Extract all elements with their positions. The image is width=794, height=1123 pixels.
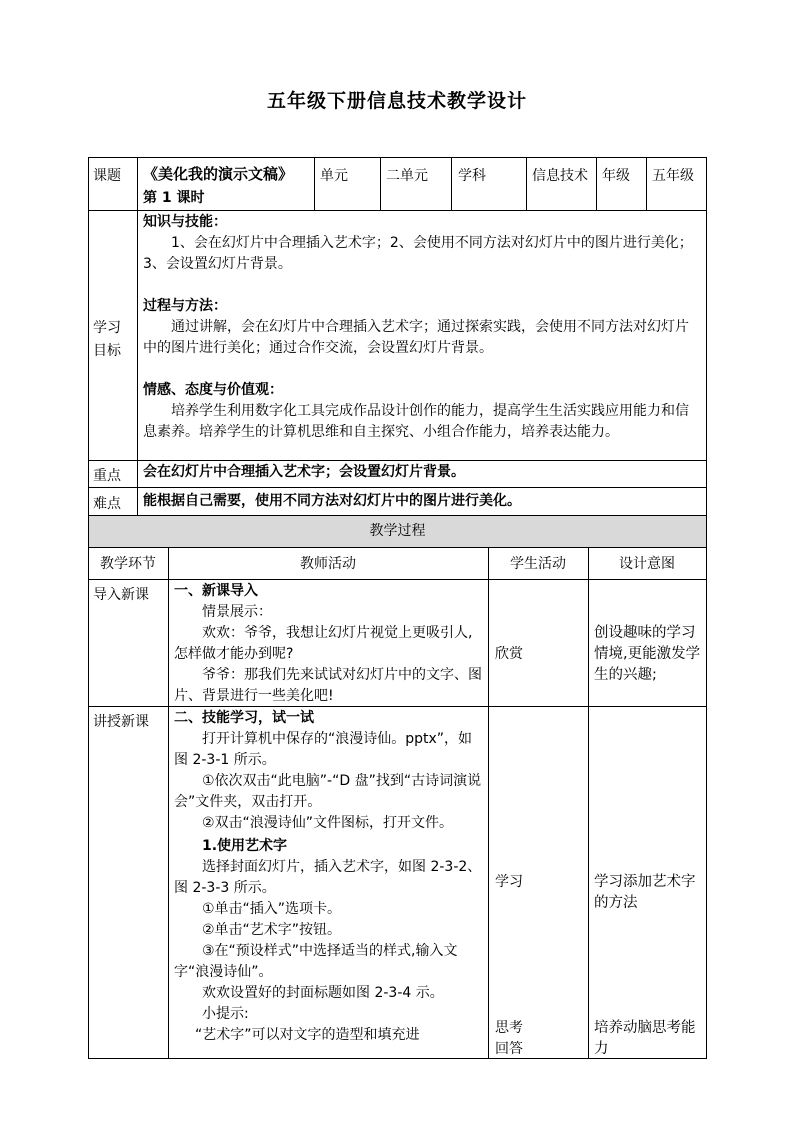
difficulty-label: 难点: [93, 496, 121, 512]
page-title: 五年级下册信息技术教学设计: [266, 90, 527, 112]
process-banner-title: 教学过程: [369, 523, 426, 539]
emotion-heading: 情感、态度与价值观：: [143, 382, 283, 398]
col-intent: 设计意图: [619, 556, 675, 572]
key-point-label: 重点: [93, 468, 121, 484]
subject-label: 学科: [458, 168, 486, 184]
row2-student-2: 思考 回答: [495, 1020, 523, 1057]
col-stage: 教学环节: [100, 556, 156, 572]
objectives-label: 学习 目标: [93, 320, 121, 359]
ketii-label: 课题: [93, 168, 121, 184]
unit-value: 二单元: [386, 168, 428, 184]
row1-teacher: 一、新课导入 情景展示： 欢欢：爷爷，我想让幻灯片视觉上更吸引人,怎样做才能办到呢? 爷爷：那我们先来试试对幻灯片中的文字、图片、背景进行一些美化吧!: [174, 583, 482, 704]
emotion-text: 培养学生利用数字化工具完成作品设计创作的能力，提高学生生活实践应用能力和信息素养。培养学生的计算机思维和自主探究、小组合作能力，培养表达能力。: [143, 403, 689, 440]
lesson-topic: 《美化我的演示文稿》: [143, 165, 294, 183]
grade-label: 年级: [602, 168, 630, 184]
row2-teacher: 二、技能学习，试一试 打开计算机中保存的“浪漫诗仙。pptx”，如图 2-3-1 所示。 ①依次双击“此电脑”-“D 盘”找到“古诗词演说会”文件夹，双击打开。 ②双击“浪漫诗仙”文件图标，打开文件。 1.使用艺术字 选择封面幻灯片，插入艺术字，如图 2-3-2、图 2-3-3 所示。 ①单击“插入”选项卡。 ②单击“艺术字”按钮。 ③在“预设样式”中选择适当的样式,输入文字“浪漫诗仙”。 欢欢设置好的封面标题如图 2-3-4 示。 小提示: “艺术字”可以对文字的造型和填充进: [174, 710, 482, 1043]
key-point-text: 会在幻灯片中合理插入艺术字；会设置幻灯片背景。: [143, 464, 465, 480]
row2-intent-2: 培养动脑思考能力: [594, 1020, 696, 1057]
objectives-content: [143, 212, 701, 443]
grade-value: 五年级: [652, 168, 694, 184]
knowledge-text: 1、会在幻灯片中合理插入艺术字；2、会使用不同方法对幻灯片中的图片进行美化；3、会设置幻灯片背景。: [143, 235, 693, 272]
col-student: 学生活动: [510, 556, 566, 572]
unit-label: 单元: [320, 168, 348, 184]
process-heading: 过程与方法：: [143, 298, 227, 314]
col-teacher: 教师活动: [300, 556, 356, 572]
row1-student: 欣赏: [495, 646, 523, 662]
row2-stage: 讲授新课: [93, 714, 149, 730]
knowledge-heading: 知识与技能：: [143, 214, 227, 230]
subject-value: 信息技术: [532, 168, 588, 184]
lesson-period: 第 1 课时: [143, 190, 205, 206]
process-text: 通过讲解，会在幻灯片中合理插入艺术字；通过探索实践，会使用不同方法对幻灯片中的图片进行美化；通过合作交流，会设置幻灯片背景。: [143, 319, 689, 356]
row2-student-1: 学习: [495, 874, 523, 890]
difficulty-text: 能根据自己需要，使用不同方法对幻灯片中的图片进行美化。: [143, 493, 521, 509]
row2-intent-1: 学习添加艺术字的方法: [594, 874, 696, 911]
row1-stage: 导入新课: [93, 587, 149, 603]
row1-intent: 创设趣味的学习情境,更能激发学生的兴趣;: [594, 625, 701, 683]
